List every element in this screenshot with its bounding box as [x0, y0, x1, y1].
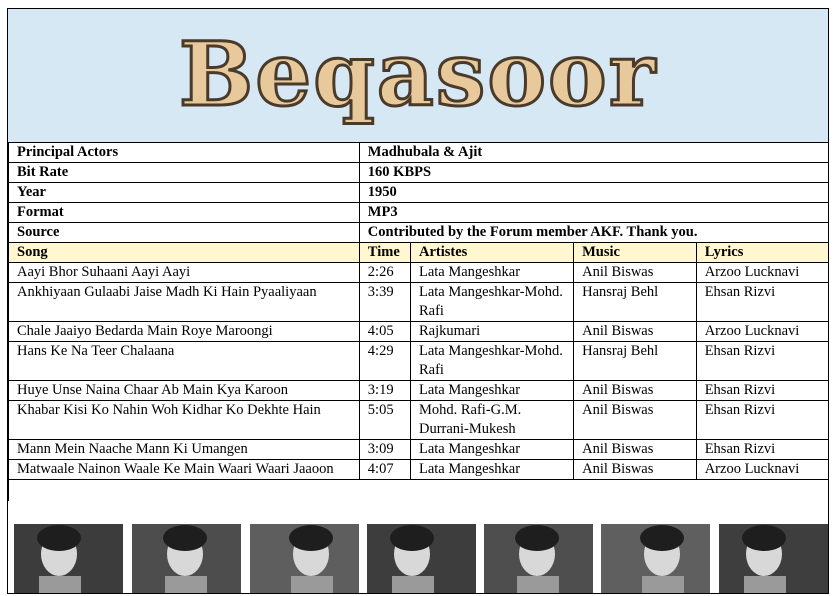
- info-row: [9, 163, 829, 183]
- spacer-row: [9, 480, 829, 502]
- cell-time: 3:09: [359, 440, 410, 460]
- cell-music: Hansraj Behl: [574, 342, 697, 381]
- info-row: [9, 223, 829, 243]
- table-row: [9, 263, 829, 283]
- column-header: Music: [574, 243, 697, 263]
- cell-song: Matwaale Nainon Waale Ke Main Waari Waari Jaaoon: [9, 460, 360, 480]
- cell-artistes: Lata Mangeshkar-Mohd. Rafi: [410, 283, 573, 322]
- title-banner: [8, 9, 828, 143]
- cell-artistes: Lata Mangeshkar: [410, 263, 573, 283]
- info-value: Madhubala & Ajit: [359, 143, 828, 163]
- cell-artistes: Rajkumari: [410, 322, 573, 342]
- info-label: Year: [9, 183, 360, 203]
- cell-song: Chale Jaaiyo Bedarda Main Roye Maroongi: [9, 322, 360, 342]
- title-text: Beqasoor: [178, 22, 658, 126]
- column-header: Time: [359, 243, 410, 263]
- column-header: Artistes: [410, 243, 573, 263]
- cell-artistes: Lata Mangeshkar: [410, 381, 573, 401]
- cell-music: Anil Biswas: [574, 460, 697, 480]
- table-row: [9, 283, 829, 322]
- spacer-cell: [9, 480, 829, 502]
- film-still-thumbnail: [14, 524, 123, 593]
- info-label: Format: [9, 203, 360, 223]
- cell-song: Mann Mein Naache Mann Ki Umangen: [9, 440, 360, 460]
- cell-song: Ankhiyaan Gulaabi Jaise Madh Ki Hain Pyaaliyaan: [9, 283, 360, 322]
- film-stills-strip: [8, 522, 828, 593]
- cell-artistes: Lata Mangeshkar: [410, 460, 573, 480]
- info-value: 1950: [359, 183, 828, 203]
- cell-time: 3:39: [359, 283, 410, 322]
- film-still-thumbnail: [484, 524, 593, 593]
- cell-lyrics: Ehsan Rizvi: [696, 381, 828, 401]
- cell-artistes: Lata Mangeshkar: [410, 440, 573, 460]
- cell-music: Anil Biswas: [574, 381, 697, 401]
- cell-lyrics: Ehsan Rizvi: [696, 342, 828, 381]
- cell-lyrics: Ehsan Rizvi: [696, 283, 828, 322]
- cell-lyrics: Arzoo Lucknavi: [696, 263, 828, 283]
- album-sheet: [7, 8, 829, 594]
- film-still-thumbnail: [132, 524, 241, 593]
- info-value: 160 KBPS: [359, 163, 828, 183]
- info-value: Contributed by the Forum member AKF. Thank you.: [359, 223, 828, 243]
- info-label: Principal Actors: [9, 143, 360, 163]
- cell-lyrics: Arzoo Lucknavi: [696, 460, 828, 480]
- cell-time: 4:05: [359, 322, 410, 342]
- table-row: [9, 342, 829, 381]
- cell-time: 2:26: [359, 263, 410, 283]
- cell-time: 3:19: [359, 381, 410, 401]
- table-row: [9, 460, 829, 480]
- cell-music: Hansraj Behl: [574, 283, 697, 322]
- cell-music: Anil Biswas: [574, 322, 697, 342]
- film-still-thumbnail: [250, 524, 359, 593]
- column-header: Lyrics: [696, 243, 828, 263]
- track-table: [8, 142, 829, 501]
- info-row: [9, 203, 829, 223]
- cell-lyrics: Ehsan Rizvi: [696, 440, 828, 460]
- film-still-thumbnail: [719, 524, 828, 593]
- cell-music: Anil Biswas: [574, 440, 697, 460]
- cell-song: Hans Ke Na Teer Chalaana: [9, 342, 360, 381]
- cell-lyrics: Ehsan Rizvi: [696, 401, 828, 440]
- info-value: MP3: [359, 203, 828, 223]
- cell-song: Huye Unse Naina Chaar Ab Main Kya Karoon: [9, 381, 360, 401]
- table-row: [9, 440, 829, 460]
- title-logo: [8, 9, 828, 142]
- info-label: Source: [9, 223, 360, 243]
- info-row: [9, 143, 829, 163]
- cell-time: 4:07: [359, 460, 410, 480]
- cell-song: Aayi Bhor Suhaani Aayi Aayi: [9, 263, 360, 283]
- film-still-thumbnail: [367, 524, 476, 593]
- cell-song: Khabar Kisi Ko Nahin Woh Kidhar Ko Dekhte Hain: [9, 401, 360, 440]
- column-header: Song: [9, 243, 360, 263]
- info-label: Bit Rate: [9, 163, 360, 183]
- table-row: [9, 401, 829, 440]
- film-still-thumbnail: [601, 524, 710, 593]
- cell-artistes: Lata Mangeshkar-Mohd. Rafi: [410, 342, 573, 381]
- table-row: [9, 381, 829, 401]
- info-row: [9, 183, 829, 203]
- column-header-row: [9, 243, 829, 263]
- cell-time: 5:05: [359, 401, 410, 440]
- table-row: [9, 322, 829, 342]
- cell-music: Anil Biswas: [574, 401, 697, 440]
- cell-artistes: Mohd. Rafi-G.M. Durrani-Mukesh: [410, 401, 573, 440]
- cell-music: Anil Biswas: [574, 263, 697, 283]
- cell-lyrics: Arzoo Lucknavi: [696, 322, 828, 342]
- cell-time: 4:29: [359, 342, 410, 381]
